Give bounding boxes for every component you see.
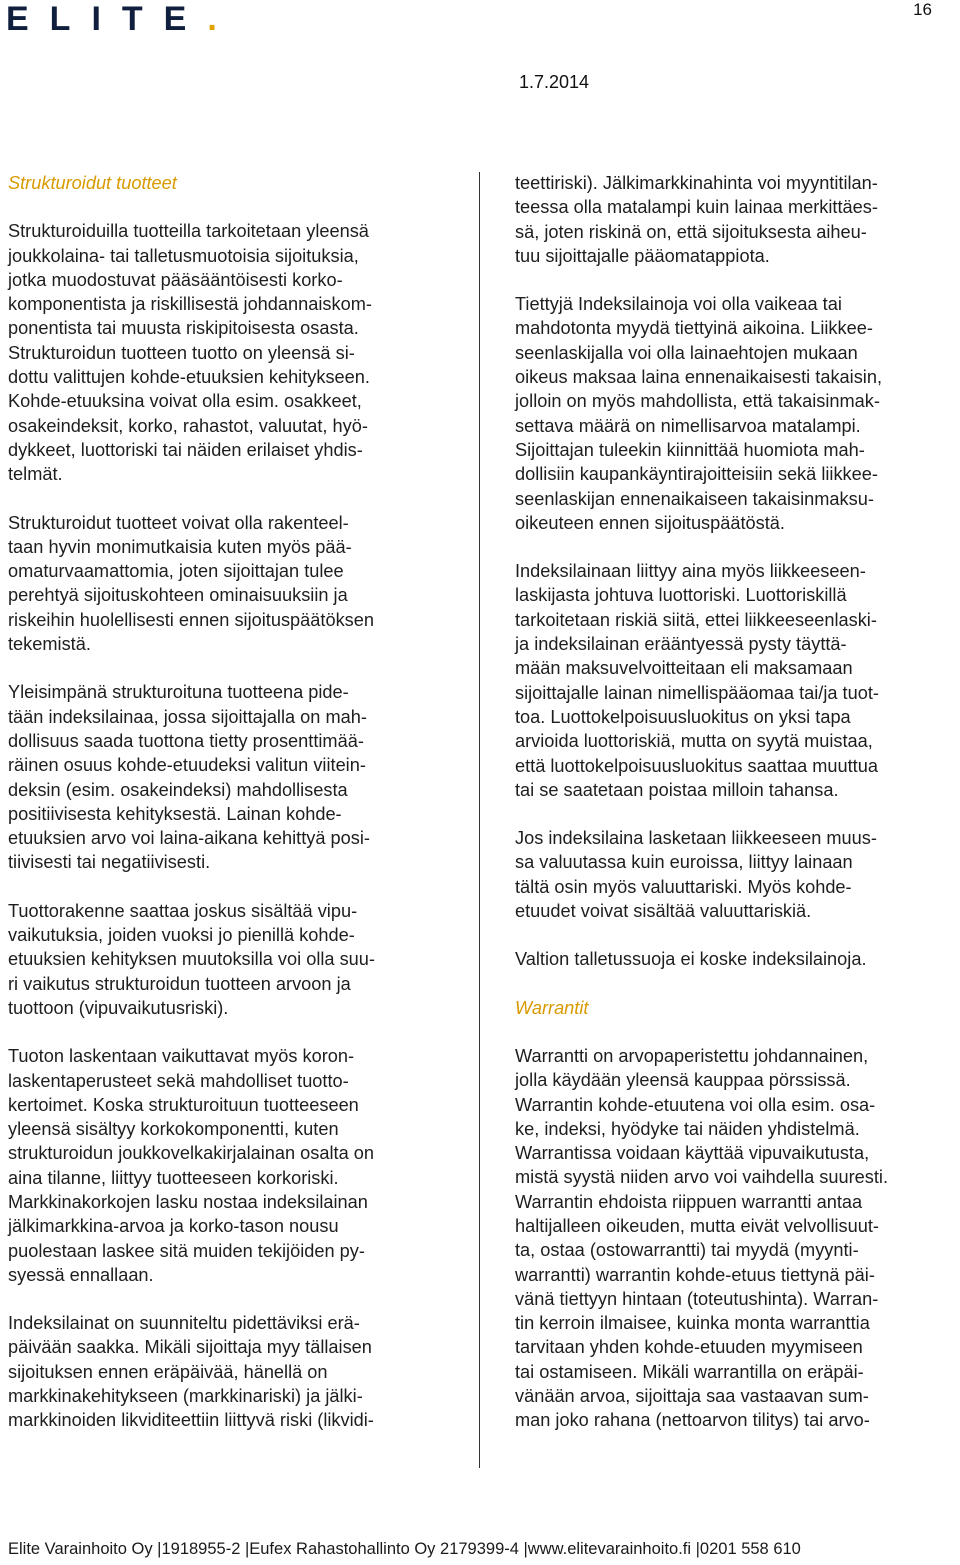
paragraph: Valtion talletussuoja ei koske indeksilainoja. <box>515 949 867 970</box>
paragraph: Warrantti on arvopaperistettu johdannainen, jolla käydään yleensä kauppaa pörssissä. Warrantin kohde-etuutena voi olla esim. osa- ke, indeksi, hyödyke tai näiden yhdistelmä. Warrantissa voidaan käyttää vipuvaikutusta, mistä syystä niiden arvo voi vaihdella suuresti. Warrantin ehdoista riippuen warrantti antaa haltijalleen oikeuden, mutta eivät velvollisuut- ta, ostaa (ostowarrantti) tai myydä (myynti- warrantti) warrantin kohde-etuus tiettynä päi- vänä tiettyyn hintaan (toteutushinta). Warran- tin kerroin ilmaisee, kuinka monta warranttia tarvitaan yhden kohde-etuuden myymiseen tai ostamiseen. Mikäli warrantilla on eräpäi- vänään arvoa, sijoittaja saa vastaavan sum- man joko rahana (nettoarvon tilitys) tai arvo- <box>515 1045 889 1431</box>
left-column <box>8 171 448 1457</box>
paragraph: Yleisimpänä strukturoituna tuotteena pide- tään indeksilainaa, jossa sijoittajalla on mah- dollisuus saada tuottona tietty prosenttimää- räinen osuus kohde-etuudeksi valitun viitein- deksin (esim. osakeindeksi) mahdollisesta positiivisesta kehityksestä. Lainan kohde- etuuksien arvo voi laina-aikana kehittyä posi- tiivisesti tai negatiivisesti. <box>8 682 370 873</box>
paragraph: teettiriski). Jälkimarkkinahinta voi myyntitilan- teessa olla matalampi kuin lainaa merkittäes- sä, joten riskinä on, että sijoituksesta aiheu- tuu sijoittajalle pääomatappiota. <box>515 173 878 266</box>
paragraph: Strukturoidut tuotteet voivat olla rakenteel- taan hyvin monimutkaisia kuten myös pää- omaturvaamattomia, joten sijoittajan tulee perehtyä sijoituskohteen ominaisuuksiin ja riskeihin huolellisesti ennen sijoituspäätöksen tekemistä. <box>8 512 374 655</box>
logo-text: ELITE <box>6 0 208 38</box>
paragraph: Tuoton laskentaan vaikuttavat myös koron- laskentaperusteet sekä mahdolliset tuotto- kertoimet. Koska strukturoituun tuotteeseen yleensä sisältyy korkokomponentti, kuten strukturoidun joukkovelkakirjalainan osalta on aina tilanne, liittyy tuotteeseen korkoriski. Markkinakorkojen lasku nostaa indeksilainan jälkimarkkina-arvoa ja korko-tason nousu puolestaan laskee sitä muiden tekijöiden py- syessä ennallaan. <box>8 1046 374 1285</box>
column-divider <box>479 172 480 1468</box>
right-column <box>515 171 960 1457</box>
paragraph: Jos indeksilaina lasketaan liikkeeseen muus- sa valuutassa kuin euroissa, liittyy lainaan tältä osin myös valuuttariski. Myös kohde- etuudet voivat sisältää valuuttariskiä. <box>515 828 877 922</box>
elite-logo <box>6 2 217 36</box>
section-heading-warrantit: Warrantit <box>515 997 589 1018</box>
section-heading-strukturoidut-tuotteet: Strukturoidut tuotteet <box>8 173 177 193</box>
footer-company-info: Elite Varainhoito Oy |1918955-2 |Eufex Rahastohallinto Oy 2179399-4 |www.elitevarainhoito.fi |0201 558 610 <box>8 1540 801 1558</box>
paragraph: Tiettyjä Indeksilainoja voi olla vaikeaa tai mahdotonta myydä tiettyinä aikoina. Liikkee- seenlaskijalla voi olla lainaehtojen mukaan oikeus maksaa laina ennenaikaisesti takaisin, jolloin on myös mahdollista, että takaisinmak- settava määrä on nimellisarvoa matalampi. Sijoittajan tuleekin kiinnittää huomiota mah- dollisiin kaupankäyntirajoitteisiin sekä liikkee- seenlaskijan ennenaikaiseen takaisinmaksu- oikeuteen ennen sijoituspäätöstä. <box>515 294 882 533</box>
paragraph: Indeksilainat on suunniteltu pidettäviksi erä- päivään saakka. Mikäli sijoittaja myy tällaisen sijoituksen ennen eräpäivää, hänellä on markkinakehitykseen (markkinariski) ja jälki- markkinoiden likviditeettiin liittyvä riski (likvidi- <box>8 1313 374 1431</box>
paragraph: Tuottorakenne saattaa joskus sisältää vipu- vaikutuksia, joiden vuoksi jo pienillä kohde- etuuksien kehityksen muutoksilla voi olla suu- ri vaikutus strukturoidun tuotteen arvoon ja tuottoon (vipuvaikutusriski). <box>8 900 375 1018</box>
document-date: 1.7.2014 <box>519 72 590 92</box>
logo-dot: . <box>207 0 217 38</box>
page-number: 16 <box>913 0 932 19</box>
paragraph: Strukturoiduilla tuotteilla tarkoitetaan yleensä joukkolaina- tai talletusmuotoisia sijoituksia, jotka muodostuvat pääsääntöisesti korko- komponentista ja riskillisestä johdannaiskom- ponentista tai muusta riskipitoisesta osasta. Strukturoidun tuotteen tuotto on yleensä si- dottu valittujen kohde-etuuksien kehitykseen. Kohde-etuuksina voivat olla esim. osakkeet, osakeindeksit, korko, rahastot, valuutat, hyö- dykkeet, luottoriski tai näiden erilaiset yhdis- telmät. <box>8 221 372 485</box>
paragraph: Indeksilainaan liittyy aina myös liikkeeseen- laskijasta johtuva luottoriski. Luottoriskillä tarkoitetaan riskiä siitä, ettei liikkeeseenlaski- ja indeksilainan erääntyessä pysty täyttä- mään maksuvelvoitteitaan eli maksamaan sijoittajalle lainan nimellispääomaa tai/ja tuot- toa. Luottokelpoisuusluokitus on yksi tapa arvioida luottoriskiä, mutta on syytä muistaa, että luottokelpoisuusluokitus saattaa muuttua tai se saatetaan poistaa milloin tahansa. <box>515 561 879 800</box>
